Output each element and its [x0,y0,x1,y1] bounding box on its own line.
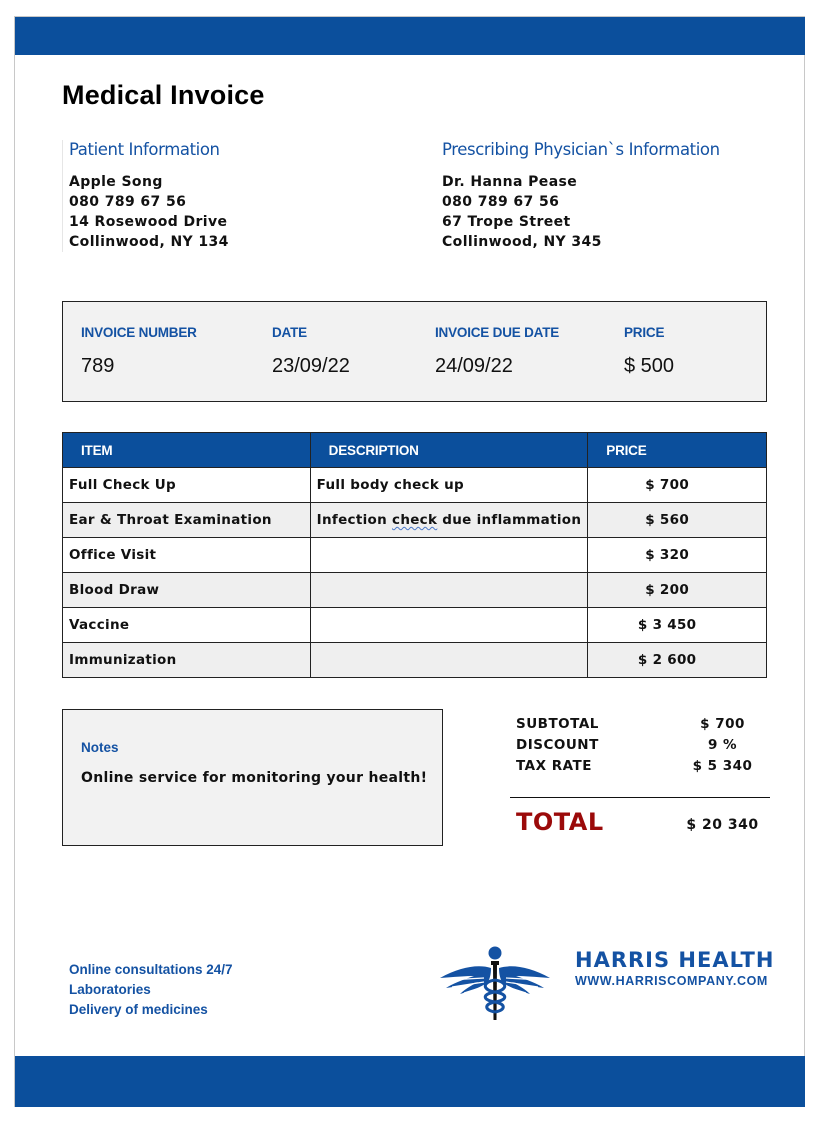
invoice-price-label: PRICE [624,325,665,340]
brand-name: HARRIS HEALTH [575,948,775,972]
notes-text: Online service for monitoring your health! [81,770,428,786]
invoice-due-date-value: 24/09/22 [435,355,513,377]
invoice-price-value: $ 500 [624,355,675,377]
price-cell: $ 320 [588,538,767,573]
invoice-number-field [81,325,197,378]
table-row [63,503,767,538]
description-cell [310,608,588,643]
table-row [63,608,767,643]
column-header-item: ITEM [63,433,311,468]
description-cell [310,573,588,608]
tax-rate-value: $ 5 340 [692,758,753,774]
table-row [63,468,767,503]
price-cell: $ 700 [588,468,767,503]
physician-phone: 080 789 67 56 [442,194,560,210]
invoice-price-field [624,325,674,378]
price-cell: $ 3 450 [588,608,767,643]
table-row [63,538,767,573]
table-row [63,643,767,678]
description-cell: Full body check up [310,468,588,503]
invoice-date-field [272,325,350,378]
description-text: due inflammation [437,512,582,528]
invoice-date-label: DATE [272,325,307,340]
invoice-summary-panel [62,301,767,402]
notes-label: Notes [81,740,119,755]
description-cell [310,643,588,678]
column-header-description: DESCRIPTION [310,433,588,468]
patient-phone: 080 789 67 56 [69,194,187,210]
tax-rate-row [510,758,770,779]
patient-city: Collinwood, NY 134 [69,234,229,250]
invoice-due-date-field [435,325,559,378]
description-cell [310,503,588,538]
spellcheck-flagged-word[interactable]: check [392,512,438,528]
item-cell: Vaccine [63,608,311,643]
invoice-number-label: INVOICE NUMBER [81,325,197,340]
item-cell: Blood Draw [63,573,311,608]
discount-value: 9 % [707,737,738,753]
physician-info-heading: Prescribing Physician`s Information [442,140,720,159]
item-cell: Ear & Throat Examination [63,503,311,538]
caduceus-icon [438,944,552,1024]
brand-block [575,948,774,988]
patient-info [62,140,229,252]
header-band [15,17,805,55]
subtotal-value: $ 700 [700,716,745,732]
table-row [63,573,767,608]
physician-city: Collinwood, NY 345 [442,234,602,250]
service-item: Delivery of medicines [69,1002,208,1017]
services-list [69,960,233,1020]
patient-name: Apple Song [69,174,163,190]
total-value: $ 20 340 [686,817,759,833]
physician-info [436,140,720,252]
subtotal-label: SUBTOTAL [516,716,599,732]
tax-rate-label: TAX RATE [516,758,592,774]
column-header-price: PRICE [588,433,767,468]
brand-url[interactable]: WWW.HARRISCOMPANY.COM [575,974,768,988]
item-cell: Immunization [63,643,311,678]
price-cell: $ 2 600 [588,643,767,678]
discount-label: DISCOUNT [516,737,599,753]
patient-street: 14 Rosewood Drive [69,214,228,230]
subtotal-row [510,716,770,737]
invoice-due-date-label: INVOICE DUE DATE [435,325,560,340]
line-items-table [62,432,767,678]
invoice-number-value: 789 [81,355,115,377]
item-cell: Full Check Up [63,468,311,503]
patient-info-heading: Patient Information [69,140,220,159]
table-header-row [63,433,767,468]
totals-divider [510,797,770,798]
price-cell: $ 200 [588,573,767,608]
price-cell: $ 560 [588,503,767,538]
notes-panel [62,709,443,846]
page-title: Medical Invoice [62,80,265,110]
service-item: Laboratories [69,982,151,997]
total-label: TOTAL [516,808,604,836]
physician-street: 67 Trope Street [442,214,571,230]
description-cell [310,538,588,573]
item-cell: Office Visit [63,538,311,573]
totals-panel [510,716,770,836]
footer-band [15,1056,805,1107]
service-item: Online consultations 24/7 [69,962,233,977]
description-text: Infection [316,512,393,528]
physician-name: Dr. Hanna Pease [442,174,578,190]
invoice-date-value: 23/09/22 [272,355,350,377]
discount-row [510,737,770,758]
